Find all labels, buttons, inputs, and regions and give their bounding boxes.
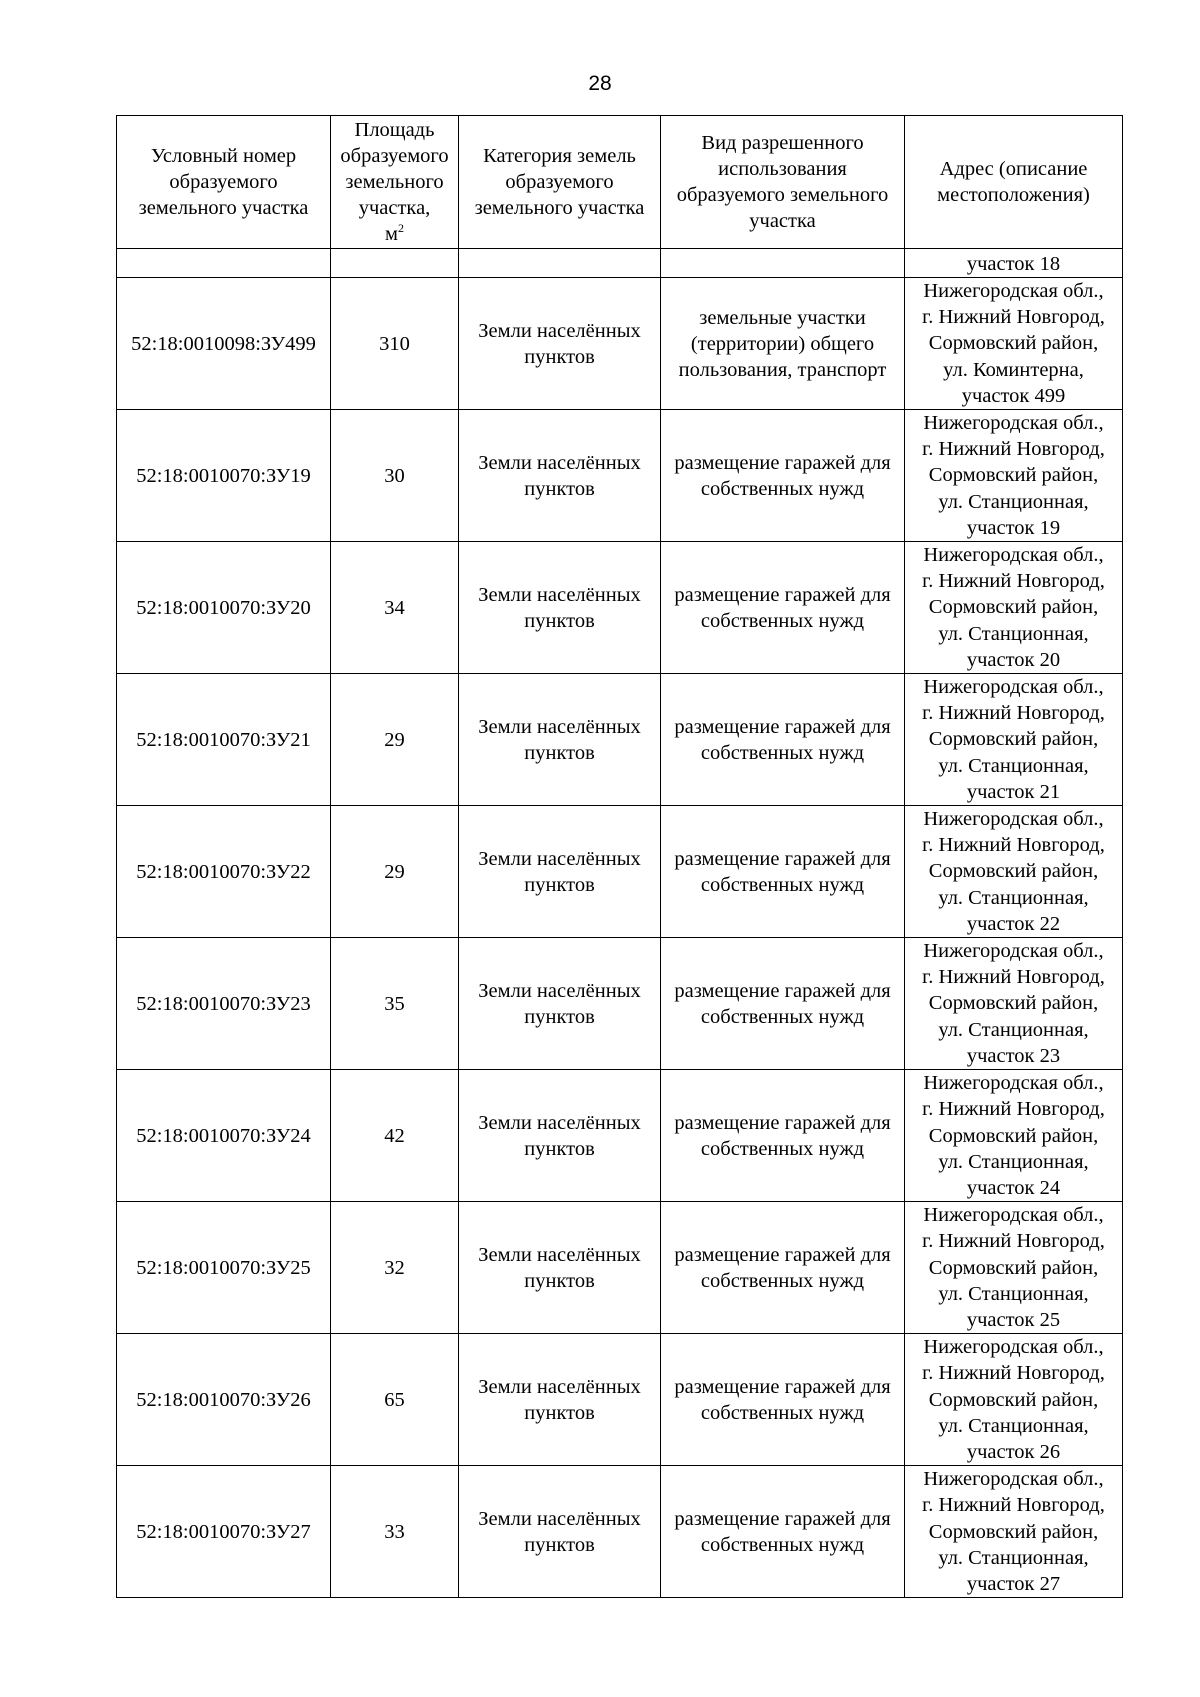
cell-number: 52:18:0010070:ЗУ24 bbox=[117, 1070, 331, 1202]
address-line: участок 23 bbox=[966, 1044, 1061, 1067]
address-line: ул. Станционная, bbox=[938, 1018, 1089, 1041]
address-line: ул. Станционная, bbox=[938, 754, 1089, 777]
address-line: Сормовский район, bbox=[928, 332, 1099, 355]
cell-category: Земли населённых пунктов bbox=[459, 1070, 661, 1202]
cell-area: 29 bbox=[331, 806, 459, 938]
continuation-row bbox=[117, 249, 1123, 278]
table-row bbox=[117, 806, 1123, 938]
continuation-address: участок 18 bbox=[905, 249, 1123, 278]
cell-address bbox=[905, 938, 1123, 1070]
cell-address bbox=[905, 410, 1123, 542]
address-line: Сормовский район, bbox=[928, 1520, 1099, 1543]
cell-category: Земли населённых пунктов bbox=[459, 806, 661, 938]
table-row bbox=[117, 674, 1123, 806]
address-line: участок 25 bbox=[966, 1308, 1061, 1331]
address-line: Нижегородская обл., bbox=[923, 940, 1104, 963]
cell-category: Земли населённых пунктов bbox=[459, 410, 661, 542]
address-line: Нижегородская обл., bbox=[923, 676, 1104, 699]
address-line: участок 24 bbox=[966, 1176, 1061, 1199]
table-header bbox=[117, 116, 1123, 249]
land-plots-table bbox=[116, 115, 1123, 1598]
cell-category: Земли населённых пунктов bbox=[459, 1466, 661, 1598]
cell-number: 52:18:0010070:ЗУ19 bbox=[117, 410, 331, 542]
address-line: г. Нижний Новгород, bbox=[922, 834, 1105, 857]
address-line: Нижегородская обл., bbox=[923, 1468, 1104, 1491]
cell-area: 32 bbox=[331, 1202, 459, 1334]
cell-number: 52:18:0010070:ЗУ23 bbox=[117, 938, 331, 1070]
cell-empty bbox=[117, 249, 331, 278]
address-line: участок 19 bbox=[966, 516, 1061, 539]
address-line: г. Нижний Новгород, bbox=[922, 966, 1105, 989]
address-line: г. Нижний Новгород, bbox=[922, 1362, 1105, 1385]
header-area bbox=[331, 116, 459, 249]
cell-address bbox=[905, 542, 1123, 674]
address-line: Нижегородская обл., bbox=[923, 808, 1104, 831]
address-line: Сормовский район, bbox=[928, 1256, 1099, 1279]
address-line: г. Нижний Новгород, bbox=[922, 306, 1105, 329]
table-row bbox=[117, 1466, 1123, 1598]
address-line: г. Нижний Новгород, bbox=[922, 1098, 1105, 1121]
address-line: Нижегородская обл., bbox=[923, 1336, 1104, 1359]
cell-usage: земельные участки (территории) общего пользования, транспорт bbox=[661, 278, 905, 410]
address-line: ул. Станционная, bbox=[938, 1282, 1089, 1305]
table-row bbox=[117, 1070, 1123, 1202]
address-line: Нижегородская обл., bbox=[923, 280, 1104, 302]
table-row bbox=[117, 542, 1123, 674]
cell-usage: размещение гаражей для собственных нужд bbox=[661, 1202, 905, 1334]
address-line: г. Нижний Новгород, bbox=[922, 1230, 1105, 1253]
cell-usage: размещение гаражей для собственных нужд bbox=[661, 674, 905, 806]
address-line: ул. Станционная, bbox=[938, 1150, 1089, 1173]
cell-usage: размещение гаражей для собственных нужд bbox=[661, 1334, 905, 1466]
cell-area: 65 bbox=[331, 1334, 459, 1466]
address-line: участок 26 bbox=[966, 1440, 1061, 1463]
cell-area: 42 bbox=[331, 1070, 459, 1202]
table-row bbox=[117, 1202, 1123, 1334]
cell-area: 30 bbox=[331, 410, 459, 542]
address-line: Нижегородская обл., bbox=[923, 1072, 1104, 1095]
cell-usage: размещение гаражей для собственных нужд bbox=[661, 1070, 905, 1202]
cell-category: Земли населённых пунктов bbox=[459, 1202, 661, 1334]
cell-usage: размещение гаражей для собственных нужд bbox=[661, 806, 905, 938]
cell-category: Земли населённых пунктов bbox=[459, 938, 661, 1070]
cell-number: 52:18:0010070:ЗУ21 bbox=[117, 674, 331, 806]
cell-usage: размещение гаражей для собственных нужд bbox=[661, 1466, 905, 1598]
address-line: ул. Станционная, bbox=[938, 1414, 1089, 1437]
address-line: г. Нижний Новгород, bbox=[922, 570, 1105, 593]
cell-category: Земли населённых пунктов bbox=[459, 1334, 661, 1466]
header-address: Адрес (описание местоположения) bbox=[905, 116, 1123, 249]
address-line: участок 20 bbox=[966, 648, 1061, 671]
header-area-label: Площадь образуемого земельного участка, bbox=[340, 119, 449, 219]
cell-number: 52:18:0010070:ЗУ20 bbox=[117, 542, 331, 674]
cell-number: 52:18:0010098:ЗУ499 bbox=[117, 278, 331, 410]
cell-area: 29 bbox=[331, 674, 459, 806]
address-line: Сормовский район, bbox=[928, 728, 1099, 751]
address-line: участок 22 bbox=[966, 912, 1061, 935]
cell-address bbox=[905, 1070, 1123, 1202]
cell-category: Земли населённых пунктов bbox=[459, 278, 661, 410]
address-line: г. Нижний Новгород, bbox=[922, 1494, 1105, 1517]
address-line: ул. Станционная, bbox=[938, 622, 1089, 645]
header-number: Условный номер образуемого земельного участка bbox=[117, 116, 331, 249]
cell-empty bbox=[331, 249, 459, 278]
cell-area: 33 bbox=[331, 1466, 459, 1598]
cell-number: 52:18:0010070:ЗУ22 bbox=[117, 806, 331, 938]
table-row bbox=[117, 278, 1123, 410]
table-row bbox=[117, 410, 1123, 542]
address-line: Сормовский район, bbox=[928, 596, 1099, 619]
cell-usage: размещение гаражей для собственных нужд bbox=[661, 938, 905, 1070]
address-line: ул. Станционная, bbox=[938, 1546, 1089, 1569]
cell-address bbox=[905, 1466, 1123, 1598]
page-number: 28 bbox=[588, 72, 612, 95]
cell-usage: размещение гаражей для собственных нужд bbox=[661, 410, 905, 542]
cell-area: 35 bbox=[331, 938, 459, 1070]
address-line: Нижегородская обл., bbox=[923, 544, 1104, 567]
address-line: Сормовский район, bbox=[928, 860, 1099, 883]
address-line: Нижегородская обл., bbox=[923, 412, 1104, 435]
address-line: Сормовский район, bbox=[928, 992, 1099, 1015]
table-body bbox=[117, 249, 1123, 1598]
address-line: ул. Станционная, bbox=[938, 886, 1089, 909]
header-category: Категория земель образуемого земельного участка bbox=[459, 116, 661, 249]
header-area-unit-sup: 2 bbox=[397, 221, 404, 236]
cell-empty bbox=[459, 249, 661, 278]
cell-number: 52:18:0010070:ЗУ27 bbox=[117, 1466, 331, 1598]
cell-address bbox=[905, 674, 1123, 806]
cell-number: 52:18:0010070:ЗУ26 bbox=[117, 1334, 331, 1466]
address-line: Сормовский район, bbox=[928, 1124, 1099, 1147]
table-row bbox=[117, 1334, 1123, 1466]
cell-empty bbox=[661, 249, 905, 278]
address-line: Нижегородская обл., bbox=[923, 1204, 1104, 1227]
address-line: Сормовский район, bbox=[928, 1388, 1099, 1411]
cell-address bbox=[905, 278, 1123, 410]
cell-usage: размещение гаражей для собственных нужд bbox=[661, 542, 905, 674]
cell-category: Земли населённых пунктов bbox=[459, 542, 661, 674]
table-row bbox=[117, 938, 1123, 1070]
address-line: ул. Станционная, bbox=[938, 490, 1089, 513]
cell-area: 310 bbox=[331, 278, 459, 410]
cell-number: 52:18:0010070:ЗУ25 bbox=[117, 1202, 331, 1334]
address-line: участок 499 bbox=[961, 384, 1066, 407]
address-line: г. Нижний Новгород, bbox=[922, 702, 1105, 725]
header-area-unit: м bbox=[385, 223, 398, 245]
header-usage: Вид разрешенного использования образуемого земельного участка bbox=[661, 116, 905, 249]
cell-category: Земли населённых пунктов bbox=[459, 674, 661, 806]
cell-address bbox=[905, 806, 1123, 938]
address-line: участок 27 bbox=[966, 1572, 1061, 1595]
address-line: Сормовский район, bbox=[928, 464, 1099, 487]
address-line: г. Нижний Новгород, bbox=[922, 438, 1105, 461]
cell-address bbox=[905, 1334, 1123, 1466]
address-line: участок 21 bbox=[966, 780, 1061, 803]
address-line: ул. Коминтерна, bbox=[943, 358, 1084, 381]
cell-area: 34 bbox=[331, 542, 459, 674]
cell-address bbox=[905, 1202, 1123, 1334]
